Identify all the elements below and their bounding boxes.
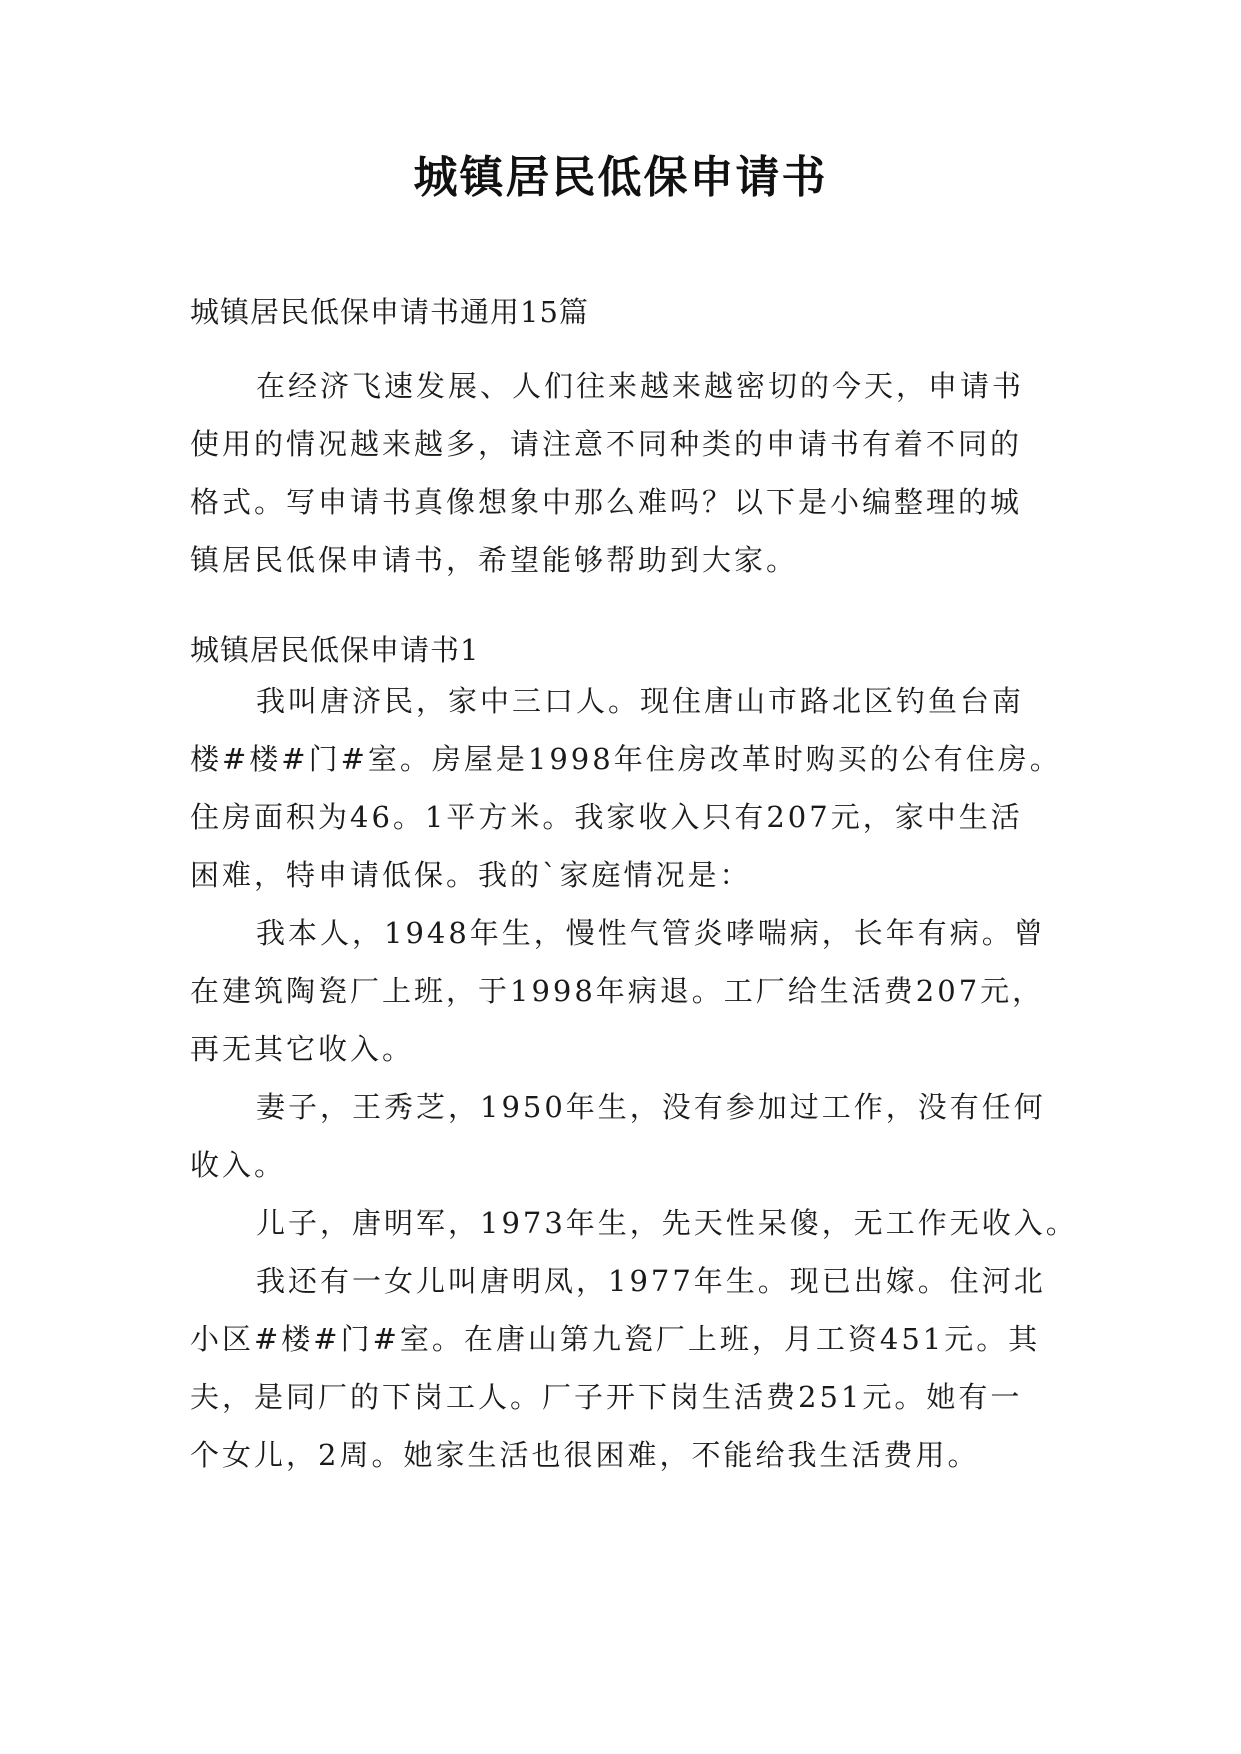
- paragraph-1: [190, 672, 1060, 904]
- paragraph-line: 困难，特申请低保。我的`家庭情况是：: [190, 858, 752, 892]
- paragraph-3: [190, 1078, 1060, 1194]
- document-subtitle: 城镇居民低保申请书通用15篇: [190, 295, 589, 329]
- paragraph-line: 小区#楼#门#室。在唐山第九瓷厂上班，月工资451元。其: [190, 1322, 1041, 1356]
- paragraph-line: 我还有一女儿叫唐明凤，1977年生。现已出嫁。住河北: [256, 1264, 1046, 1298]
- paragraph-line: 再无其它收入。: [190, 1032, 415, 1066]
- paragraph-line: 楼#楼#门#室。房屋是1998年住房改革时购买的公有住房。: [190, 742, 1062, 776]
- paragraph-line: 住房面积为46。1平方米。我家收入只有207元，家中生活: [190, 800, 1023, 834]
- intro-line: 在经济飞速发展、人们往来越来越密切的今天，申请书: [256, 369, 1025, 403]
- paragraph-line: 儿子，唐明军，1973年生，先天性呆傻，无工作无收入。: [256, 1206, 1078, 1240]
- paragraph-5: [190, 1252, 1060, 1484]
- intro-paragraph: [190, 357, 1060, 589]
- paragraph-line: 个女儿，2周。她家生活也很困难，不能给我生活费用。: [190, 1438, 980, 1472]
- paragraph-2: [190, 904, 1060, 1078]
- paragraph-line: 夫，是同厂的下岗工人。厂子开下岗生活费251元。她有一: [190, 1380, 1023, 1414]
- intro-line: 镇居民低保申请书，希望能够帮助到大家。: [190, 543, 799, 577]
- document-title: 城镇居民低保申请书: [413, 152, 828, 203]
- section-heading: 城镇居民低保申请书1: [190, 633, 480, 667]
- paragraph-line: 收入。: [190, 1148, 287, 1182]
- paragraph-line: 在建筑陶瓷厂上班，于1998年病退。工厂给生活费207元，: [190, 974, 1045, 1008]
- intro-line: 格式。写申请书真像想象中那么难吗？以下是小编整理的城: [190, 485, 1023, 519]
- paragraph-line: 我本人，1948年生，慢性气管炎哮喘病，长年有病。曾: [256, 916, 1046, 950]
- intro-line: 使用的情况越来越多，请注意不同种类的申请书有着不同的: [190, 427, 1023, 461]
- paragraph-line: 我叫唐济民，家中三口人。现住唐山市路北区钓鱼台南: [256, 684, 1025, 718]
- paragraph-4: [190, 1194, 1078, 1252]
- paragraph-line: 妻子，王秀芝，1950年生，没有参加过工作，没有任何: [256, 1090, 1046, 1124]
